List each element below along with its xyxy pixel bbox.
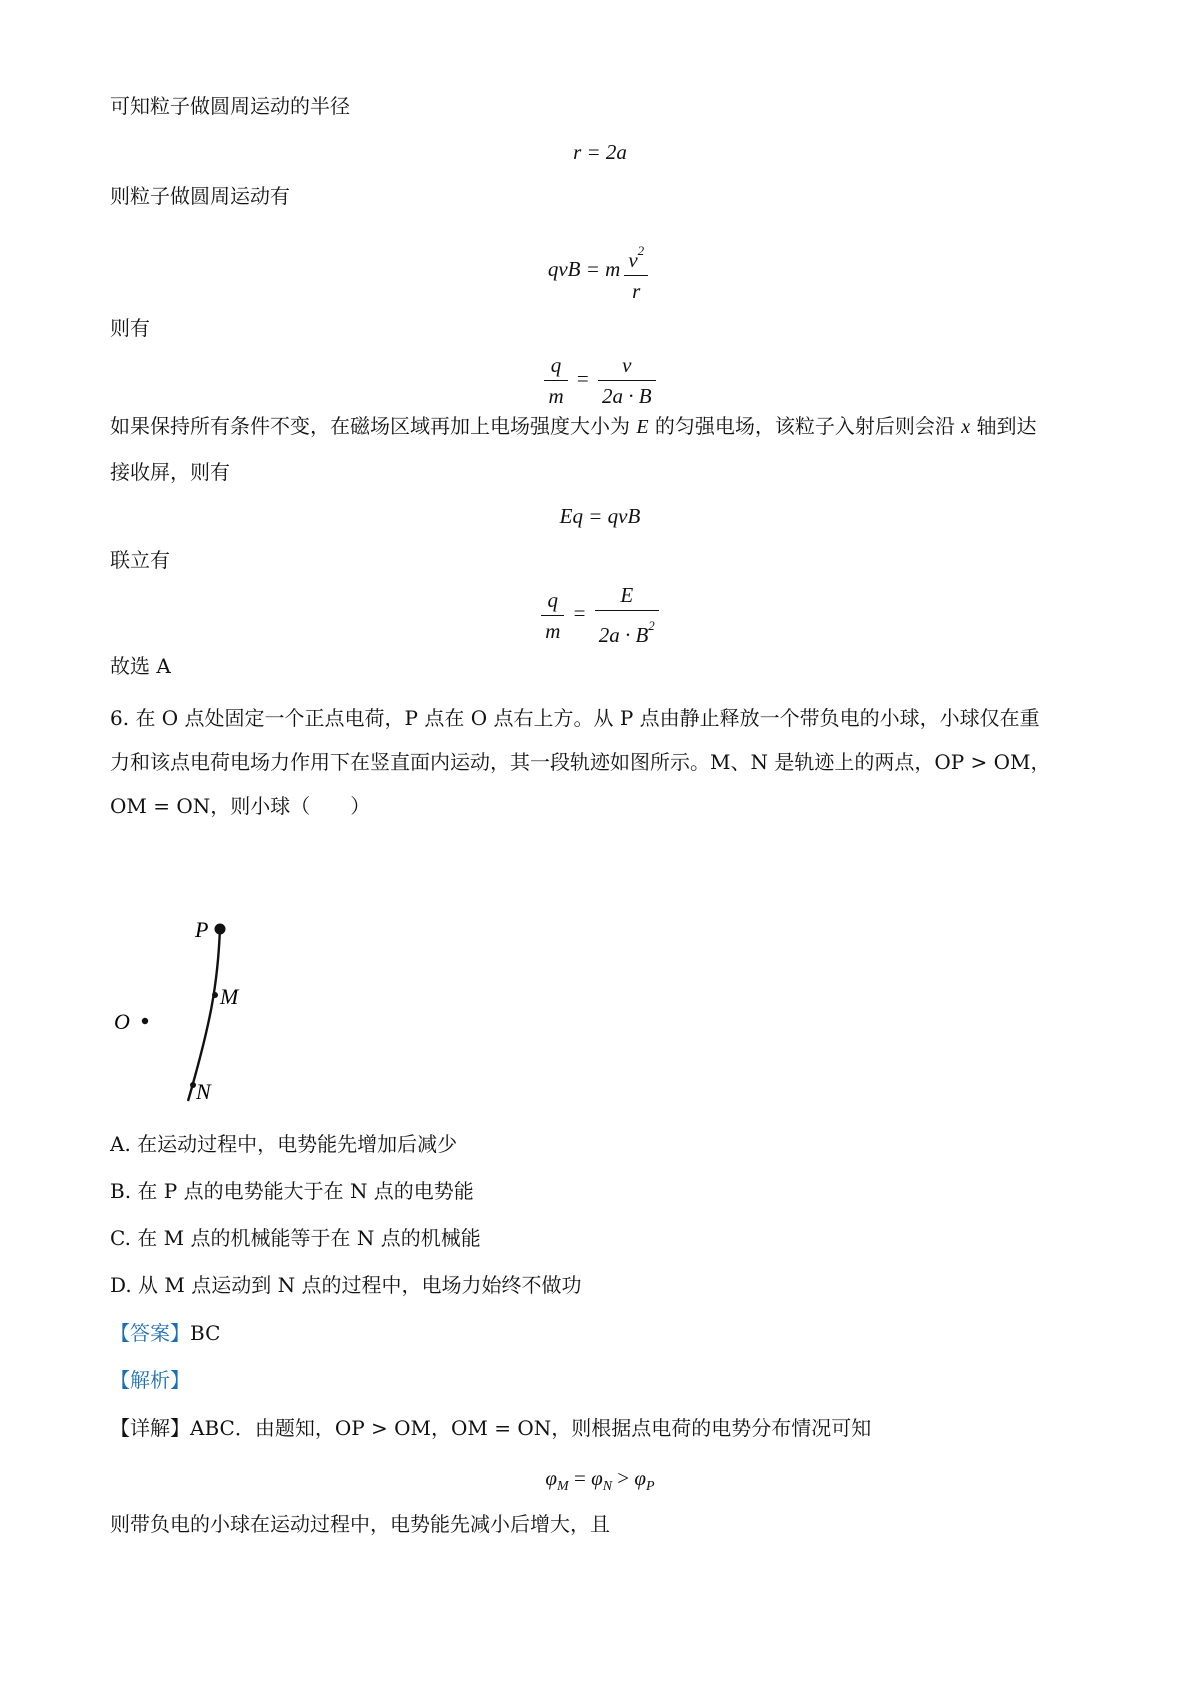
equation-text: Eq = qvB — [559, 504, 641, 528]
fraction — [544, 350, 567, 411]
fraction-numerator: E — [595, 580, 659, 611]
text-span: 的匀强电场，该粒子入射后则会沿 — [648, 414, 962, 438]
fraction — [595, 580, 659, 650]
label-N: N — [196, 1079, 211, 1104]
phi-symbol: φ — [545, 1466, 558, 1490]
text-line: 联立有 — [110, 548, 170, 572]
paragraph-line — [110, 412, 1037, 441]
fraction-numerator: q — [541, 585, 564, 616]
equation-left: qvB = m — [547, 256, 621, 281]
superscript: 2 — [648, 618, 655, 633]
question-line: OM = ON，则小球（ ） — [110, 794, 371, 818]
answer-tag: 【答案】 — [110, 1321, 190, 1345]
fraction-denominator: 2a · B — [598, 623, 649, 647]
subscript-M: M — [557, 1479, 569, 1494]
point-P — [215, 924, 226, 935]
text-line: 故选 A — [110, 654, 171, 678]
point-O — [142, 1018, 148, 1024]
analysis-tag: 【解析】 — [110, 1368, 190, 1392]
fraction-numerator: v — [628, 248, 638, 272]
superscript: 2 — [637, 243, 645, 258]
equation-ratio: $\frac{q}{m}$ = $\frac{v}{2a \cdot B}$ — [0, 350, 1200, 411]
trajectory-figure — [100, 905, 260, 1105]
label-O: O — [114, 1009, 130, 1034]
option-b: B. 在 P 点的电势能大于在 N 点的电势能 — [110, 1179, 474, 1203]
point-M — [212, 992, 218, 998]
fraction-numerator: q — [544, 350, 567, 381]
phi-symbol: φ — [591, 1466, 603, 1490]
trajectory-curve — [188, 927, 220, 1101]
option-d: D. 从 M 点运动到 N 点的过程中，电场力始终不做功 — [110, 1273, 582, 1297]
fraction — [541, 585, 564, 646]
fraction-denominator: r — [632, 279, 641, 303]
question-line: 6. 在 O 点处固定一个正点电荷，P 点在 O 点右上方。从 P 点由静止释放一个带负电的小球，小球仅在重 — [110, 706, 1040, 730]
equals-sign: = — [568, 1466, 592, 1490]
subscript-N: N — [602, 1479, 613, 1494]
text-line: 则带负电的小球在运动过程中，电势能先减小后增大，且 — [110, 1512, 610, 1536]
phi-symbol: φ — [634, 1466, 646, 1490]
option-c: C. 在 M 点的机械能等于在 N 点的机械能 — [110, 1226, 481, 1250]
text-line: 可知粒子做圆周运动的半径 — [110, 94, 350, 118]
greater-sign: > — [612, 1466, 635, 1490]
equation-potential — [0, 1464, 1200, 1501]
text-span: 轴到达 — [970, 414, 1037, 438]
text-span: 如果保持所有条件不变，在磁场区域再加上电场强度大小为 — [110, 414, 637, 438]
fraction — [624, 236, 648, 306]
fraction-denominator: 2a · B — [601, 384, 652, 408]
fraction — [598, 350, 656, 411]
subscript-P: P — [646, 1479, 655, 1494]
paragraph-line: 接收屏，则有 — [110, 460, 230, 484]
detail-line: 【详解】ABC．由题知，OP > OM，OM = ON，则根据点电荷的电势分布情况可知 — [110, 1416, 872, 1440]
label-P: P — [195, 917, 209, 942]
equation-result: $\frac{q}{m}$ = $\frac{E}{2a \cdot B^2}$ — [0, 580, 1200, 650]
option-a: A. 在运动过程中，电势能先增加后减少 — [110, 1132, 458, 1156]
question-line: 力和该点电荷电场力作用下在竖直面内运动，其一段轨迹如图所示。M、N 是轨迹上的两点，OP > OM， — [110, 750, 1051, 774]
fraction-denominator: m — [545, 618, 561, 643]
answer-line — [110, 1319, 220, 1347]
answer-value: BC — [190, 1321, 221, 1345]
equation-radius — [0, 138, 1200, 166]
label-M: M — [220, 984, 239, 1009]
fraction-numerator: v — [598, 350, 656, 381]
equation-balance — [0, 502, 1200, 530]
symbol-E: E — [636, 416, 649, 438]
fraction-denominator: m — [548, 384, 564, 408]
equation-force — [0, 236, 1200, 306]
symbol-x: x — [961, 416, 971, 438]
text-line: 则粒子做圆周运动有 — [110, 184, 290, 208]
equation-text: r = 2a — [573, 140, 627, 164]
text-line: 则有 — [110, 316, 150, 340]
